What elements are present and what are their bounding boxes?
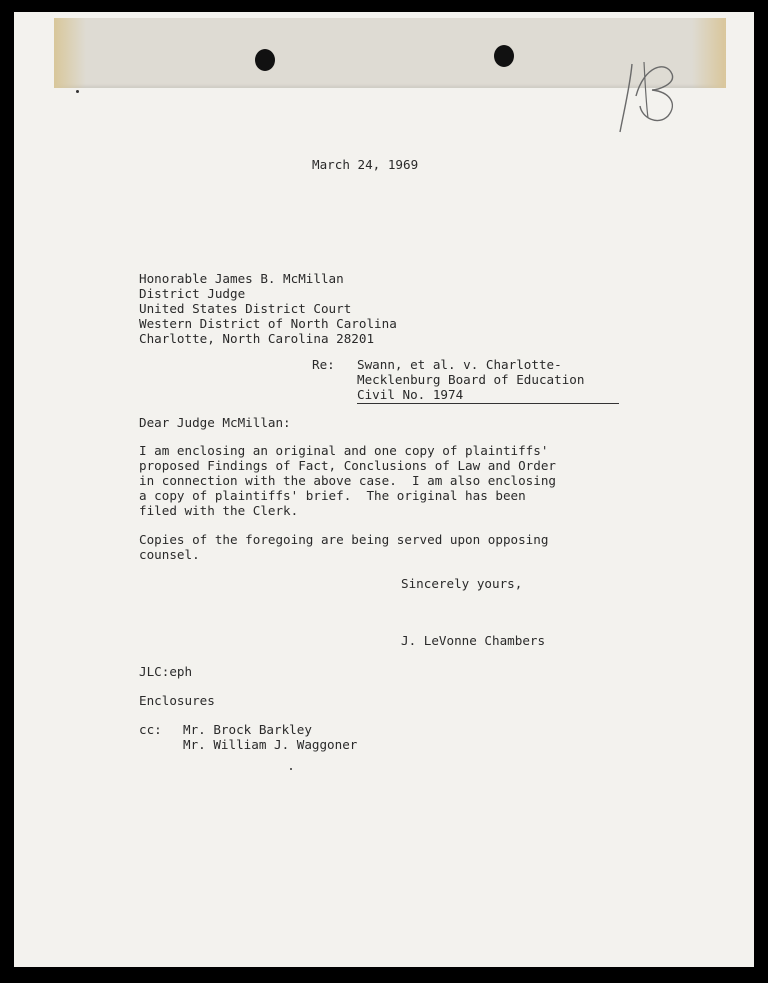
document-page: [14, 12, 754, 967]
recipient-line: Charlotte, North Carolina 28201: [139, 331, 375, 346]
typist-initials: JLC:eph: [139, 664, 193, 679]
handwritten-mark: [614, 56, 684, 136]
closing: Sincerely yours,: [401, 576, 523, 591]
paragraph-line: filed with the Clerk.: [139, 503, 299, 518]
paragraph-line: in connection with the above case. I am also enclosing: [139, 473, 557, 488]
re-line-civil-no: Civil No. 1974: [357, 388, 619, 404]
paragraph-line: a copy of plaintiffs' brief. The original has been: [139, 488, 526, 503]
punch-hole-right: [494, 45, 514, 67]
cc-label: cc:: [139, 722, 162, 737]
recipient-line: Western District of North Carolina: [139, 316, 397, 331]
signature-name: J. LeVonne Chambers: [401, 633, 546, 648]
paragraph-line: proposed Findings of Fact, Conclusions of Law and Order: [139, 458, 557, 473]
tape-stain-right: [692, 18, 726, 88]
cc-recipient: Mr. Brock Barkley: [183, 722, 312, 737]
cc-recipient: Mr. William J. Waggoner: [183, 737, 358, 752]
enclosures-note: Enclosures: [139, 693, 215, 708]
ink-speck: [76, 90, 79, 93]
letter-date: March 24, 1969: [312, 157, 419, 172]
tape-stain-left: [54, 18, 86, 88]
paragraph-line: I am enclosing an original and one copy of plaintiffs': [139, 443, 549, 458]
recipient-line: District Judge: [139, 286, 246, 301]
re-label: Re:: [312, 357, 335, 372]
punch-hole-left: [255, 49, 275, 71]
recipient-line: Honorable James B. McMillan: [139, 271, 344, 286]
paragraph-line: Copies of the foregoing are being served upon opposing: [139, 532, 549, 547]
ink-speck: [290, 768, 292, 770]
paragraph-line: counsel.: [139, 547, 200, 562]
re-line: Swann, et al. v. Charlotte-: [357, 357, 562, 372]
salutation: Dear Judge McMillan:: [139, 415, 291, 430]
re-line: Mecklenburg Board of Education: [357, 372, 585, 387]
recipient-line: United States District Court: [139, 301, 352, 316]
